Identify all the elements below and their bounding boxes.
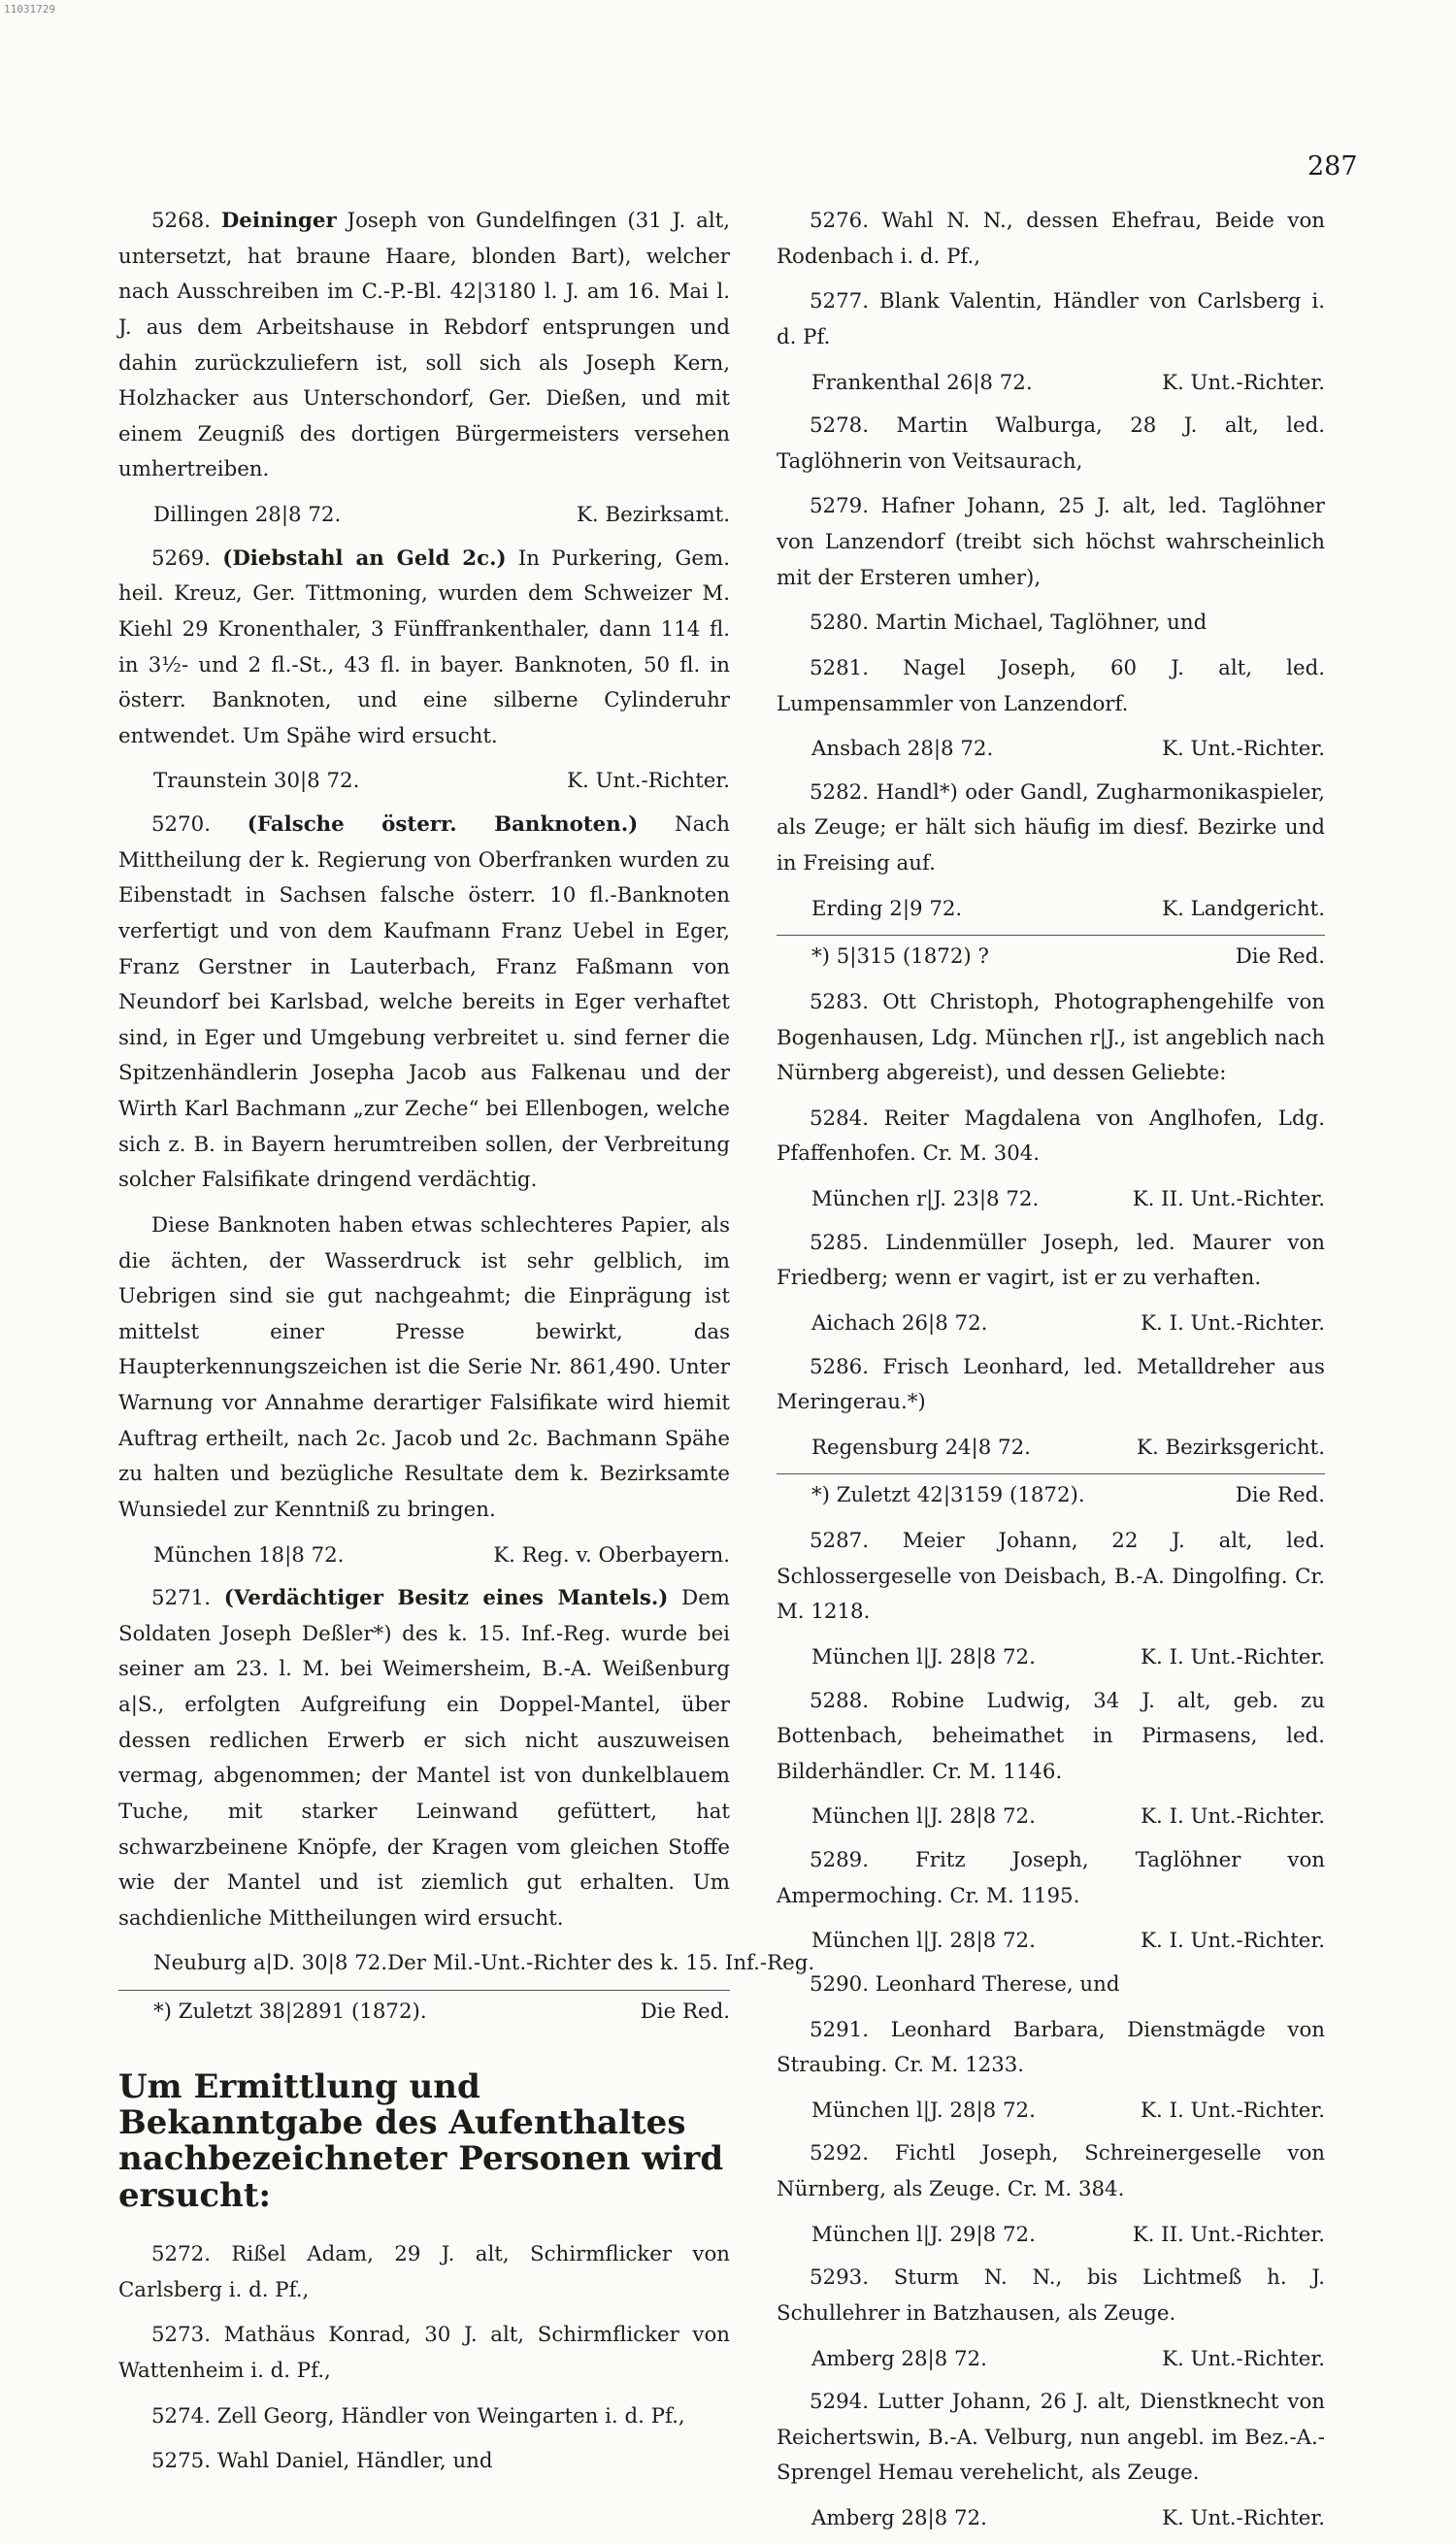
entry-5274 bbox=[118, 2399, 730, 2435]
place-date: Neuburg a|D. 30|8 72. bbox=[153, 1951, 388, 1976]
entry-text: Nach Mittheilung der k. Regierung von Oberfranken wurden zu Eibenstadt in Sachsen falsche österr. 10 fl.-Banknoten verfertigt und von dem Kaufmann Franz Uebel in Eger, Franz Gerstner in Lauterbach, Franz Faßmann von Neundorf bei Karlsbad, welche bereits in Eger verhaftet sind, in Eger und Umgebung verbreitet u. sind ferner die Spitzenhändlerin Josepha Jacob aus Falkenau und der Wirth Karl Bachmann „zur Zeche“ bei Ellenbogen, welche sich z. B. in Bayern herumtreiben sollen, der Verbreitung solcher Falsifikate dringend verdächtig. bbox=[118, 812, 730, 1193]
entry-number: 5292. bbox=[810, 2141, 869, 2166]
entry-text: Handl*) oder Gandl, Zugharmonikaspieler, als Zeuge; er hält sich häufig im diesf. Bezirke und in Freising auf. bbox=[777, 779, 1325, 876]
source-line bbox=[118, 498, 730, 534]
entry-text: Lutter Johann, 26 J. alt, Dienstknecht von Reichertswin, B.-A. Velburg, nun angebl. im Bez.-A.-Sprengel Hemau verehelicht, als Zeuge. bbox=[777, 2390, 1325, 2486]
entry-number: 5289. bbox=[810, 1848, 869, 1872]
entry-5285 bbox=[777, 1226, 1325, 1297]
entry-text: Zell Georg, Händler von Weingarten i. d. Pf., bbox=[216, 2403, 685, 2429]
entry-name: Deininger bbox=[220, 209, 337, 233]
entry-5294 bbox=[777, 2385, 1325, 2492]
entry-5273 bbox=[118, 2318, 730, 2389]
authority: K. Bezirksamt. bbox=[577, 503, 730, 527]
footnote-authority: Die Red. bbox=[1235, 944, 1325, 970]
entry-text: Rißel Adam, 29 J. alt, Schirmflicker von Carlsberg i. d. Pf., bbox=[118, 2242, 730, 2302]
place-date: München r|J. 23|8 72. bbox=[811, 1187, 1040, 1211]
source-line bbox=[777, 2342, 1325, 2378]
authority: K. II. Unt.-Richter. bbox=[1132, 1187, 1325, 1211]
entry-5269 bbox=[118, 542, 730, 755]
entry-number: 5274. bbox=[151, 2403, 211, 2429]
place-date: Amberg 28|8 72. bbox=[811, 2506, 987, 2530]
footnote bbox=[118, 1995, 730, 2031]
entry-text: Sturm N. N., bis Lichtmeß h. J. Schullehrer in Batzhausen, als Zeuge. bbox=[777, 2265, 1325, 2326]
place-date: Traunstein 30|8 72. bbox=[153, 769, 360, 794]
footnote bbox=[777, 1478, 1325, 1514]
authority: K. I. Unt.-Richter. bbox=[1141, 1929, 1325, 1954]
entry-text: Joseph von Gundelfingen (31 J. alt, untersetzt, hat braune Haare, blonden Bart), welcher nach Ausschreiben im C.-P.-Bl. 42|3180 l. J. am 16. Mai l. J. aus dem Arbeitshause in Rebdorf entsprungen und dahin zurückzuliefern ist, soll sich als Joseph Kern, Holzhacker aus Unterschondorf, Ger. Dießen, und mit einem Zeugniß des dortigen Bürgermeisters versehen umhertreiben. bbox=[118, 209, 730, 482]
entry-number: 5278. bbox=[810, 413, 869, 439]
authority: K. Unt.-Richter. bbox=[1162, 2506, 1325, 2530]
entry-number: 5269. bbox=[151, 545, 211, 571]
place-date: München l|J. 28|8 72. bbox=[811, 1929, 1036, 1954]
entry-text: Fichtl Joseph, Schreinergeselle von Nürnberg, als Zeuge. Cr. M. 384. bbox=[777, 2141, 1325, 2201]
entry-text: In Purkering, Gem. heil. Kreuz, Ger. Tittmoning, wurden dem Schweizer M. Kiehl 29 Kronenthaler, 3 Fünffrankenthaler, dann 114 fl. in 3½- und 2 fl.-St., 43 fl. in bayer. Banknoten, 50 fl. in österr. Banknoten, und eine silberne Cylinderuhr entwendet. Um Spähe wird ersucht. bbox=[118, 545, 730, 748]
entry-number: 5272. bbox=[151, 2242, 211, 2267]
entry-5281 bbox=[777, 651, 1325, 722]
entry-text: Wahl N. N., dessen Ehefrau, Beide von Rodenbach i. d. Pf., bbox=[777, 209, 1325, 269]
authority: K. Landgericht. bbox=[1162, 896, 1325, 921]
footnote-rule bbox=[118, 1990, 730, 1991]
entry-number: 5293. bbox=[810, 2265, 869, 2291]
authority: K. I. Unt.-Richter. bbox=[1141, 1310, 1325, 1336]
footnote-text: *) Zuletzt 42|3159 (1872). bbox=[811, 1483, 1085, 1508]
entry-5278 bbox=[777, 409, 1325, 479]
entry-5271 bbox=[118, 1581, 730, 1936]
place-date: Aichach 26|8 72. bbox=[811, 1310, 988, 1336]
entry-number: 5284. bbox=[810, 1106, 869, 1131]
entry-number: 5286. bbox=[810, 1354, 869, 1379]
authority: K. Unt.-Richter. bbox=[1162, 370, 1325, 395]
entry-text: Lindenmüller Joseph, led. Maurer von Friedberg; wenn er vagirt, ist er zu verhaften. bbox=[777, 1230, 1325, 1291]
entry-text: Mathäus Konrad, 30 J. alt, Schirmflicker von Wattenheim i. d. Pf., bbox=[118, 2323, 730, 2384]
entry-5270 bbox=[118, 808, 730, 1199]
entry-text: Martin Walburga, 28 J. alt, led. Taglöhnerin von Veitsaurach, bbox=[777, 413, 1325, 474]
source-line bbox=[118, 1538, 730, 1574]
entry-text: Ott Christoph, Photographengehilfe von Bogenhausen, Ldg. München r|J., ist angeblich nach Nürnberg abgereist), und dessen Geliebte: bbox=[777, 989, 1325, 1086]
source-line bbox=[777, 366, 1325, 402]
source-line bbox=[777, 1431, 1325, 1467]
page-number: 287 bbox=[1307, 151, 1358, 182]
source-line bbox=[777, 2218, 1325, 2254]
source-line bbox=[777, 1182, 1325, 1218]
entry-number: 5273. bbox=[151, 2323, 211, 2348]
entry-text: Leonhard Barbara, Dienstmägde von Straubing. Cr. M. 1233. bbox=[777, 2017, 1325, 2078]
entry-text: Hafner Johann, 25 J. alt, led. Taglöhner von Lanzendorf (treibt sich höchst wahrscheinlich mit der Ersteren umher), bbox=[777, 494, 1325, 590]
entry-text: Blank Valentin, Händler von Carlsberg i. d. Pf. bbox=[777, 289, 1325, 349]
place-date: München l|J. 28|8 72. bbox=[811, 2098, 1036, 2123]
source-line bbox=[777, 2501, 1325, 2537]
footnote-authority: Die Red. bbox=[640, 2000, 730, 2024]
authority: Der Mil.-Unt.-Richter des k. 15. Inf.-Reg. bbox=[387, 1951, 815, 1976]
entry-text: Dem Soldaten Joseph Deßler*) des k. 15. Inf.-Reg. wurde bei seiner am 23. l. M. bei Weimersheim, B.-A. Weißenburg a|S., erfolgten Aufgreifung ein Doppel-Mantel, über dessen redlichen Erwerb er sich nicht auszuweisen vermag, abgenommen; der Mantel ist von dunkelblauem Tuche, mit starker Leinwand gefüttert, hat schwarzbeinene Knöpfe, der Kragen vom gleichen Stoffe wie der Mantel und ist ziemlich gut erhalten. Um sachdienliche Mittheilungen wird ersucht. bbox=[118, 1586, 730, 1931]
authority: K. Unt.-Richter. bbox=[567, 769, 730, 794]
entry-5283 bbox=[777, 985, 1325, 1092]
source-line bbox=[777, 892, 1325, 928]
footnote-authority: Die Red. bbox=[1235, 1483, 1325, 1508]
source-line bbox=[777, 1800, 1325, 1835]
authority: K. I. Unt.-Richter. bbox=[1141, 1644, 1325, 1669]
place-date: Regensburg 24|8 72. bbox=[811, 1435, 1031, 1460]
right-column bbox=[777, 204, 1325, 2545]
source-line bbox=[777, 1924, 1325, 1960]
place-date: Erding 2|9 72. bbox=[811, 896, 963, 921]
entry-5289 bbox=[777, 1843, 1325, 1914]
place-date: Amberg 28|8 72. bbox=[811, 2346, 987, 2371]
entry-number: 5287. bbox=[810, 1529, 869, 1553]
entry-5282 bbox=[777, 776, 1325, 882]
authority: K. I. Unt.-Richter. bbox=[1141, 1804, 1325, 1830]
place-date: Ansbach 28|8 72. bbox=[811, 737, 994, 762]
place-date: München l|J. 28|8 72. bbox=[811, 1644, 1036, 1669]
footnote-rule bbox=[777, 1473, 1325, 1474]
footnote bbox=[777, 940, 1325, 975]
scan-id: 11031729 bbox=[4, 3, 55, 16]
entry-text: Meier Johann, 22 J. alt, led. Schlossergeselle von Deisbach, B.-A. Dingolfing. Cr. M. 1218. bbox=[777, 1529, 1325, 1625]
entry-number: 5285. bbox=[810, 1230, 869, 1255]
source-line bbox=[777, 2094, 1325, 2130]
entry-text: Frisch Leonhard, led. Metalldreher aus Meringerau.*) bbox=[777, 1354, 1325, 1415]
authority: K. Bezirksgericht. bbox=[1137, 1435, 1325, 1460]
entry-5276 bbox=[777, 204, 1325, 275]
source-line bbox=[777, 1306, 1325, 1342]
entry-number: 5280. bbox=[810, 611, 869, 636]
entry-5291 bbox=[777, 2013, 1325, 2084]
footnote-text: *) Zuletzt 38|2891 (1872). bbox=[153, 2000, 427, 2024]
entry-text: Fritz Joseph, Taglöhner von Ampermoching. Cr. M. 1195. bbox=[777, 1848, 1325, 1908]
entry-title: (Verdächtiger Besitz eines Mantels.) bbox=[223, 1586, 669, 1611]
entry-number: 5275. bbox=[151, 2449, 211, 2474]
entry-text: Leonhard Therese, und bbox=[875, 1971, 1120, 1997]
authority: K. I. Unt.-Richter. bbox=[1141, 2098, 1325, 2123]
entry-number: 5279. bbox=[810, 494, 869, 519]
entry-number: 5294. bbox=[810, 2390, 869, 2415]
source-line bbox=[118, 1946, 815, 1982]
entry-5287 bbox=[777, 1524, 1325, 1631]
entry-5272 bbox=[118, 2237, 730, 2308]
entry-number: 5268. bbox=[151, 209, 211, 233]
place-date: Frankenthal 26|8 72. bbox=[811, 370, 1033, 395]
entry-5290 bbox=[777, 1967, 1325, 2003]
entry-5292 bbox=[777, 2136, 1325, 2207]
source-line bbox=[777, 732, 1325, 768]
authority: K. Unt.-Richter. bbox=[1162, 737, 1325, 762]
entry-number: 5281. bbox=[810, 655, 869, 680]
entry-5270-cont: Diese Banknoten haben etwas schlechteres Papier, als die ächten, der Wasserdruck ist sehr gelblich, im Uebrigen sind sie gut nachgeahmt; die Einprägung ist mittelst einer Presse bewirkt, das Haupterkennungszeichen ist die Serie Nr. 861,490. Unter Warnung vor Annahme derartiger Falsifikate wird hiemit Auftrag ertheilt, nach 2c. Jacob und 2c. Bachmann Spähe zu halten und bezügliche Resultate dem k. Bezirksamte Wunsiedel zur Kenntniß zu bringen. bbox=[118, 1212, 730, 1522]
entry-text: Robine Ludwig, 34 J. alt, geb. zu Bottenbach, beheimathet in Pirmasens, led. Bilderhändler. Cr. M. 1146. bbox=[777, 1688, 1325, 1784]
entry-5288 bbox=[777, 1684, 1325, 1791]
entry-number: 5283. bbox=[810, 989, 869, 1014]
entry-title: (Diebstahl an Geld 2c.) bbox=[222, 545, 507, 571]
left-column bbox=[118, 204, 815, 2490]
entry-number: 5270. bbox=[151, 812, 211, 837]
place-date: München 18|8 72. bbox=[153, 1542, 345, 1568]
place-date: München l|J. 28|8 72. bbox=[811, 1804, 1036, 1830]
footnote-rule bbox=[777, 935, 1325, 936]
source-line bbox=[777, 1640, 1325, 1676]
entry-5293 bbox=[777, 2261, 1325, 2331]
entry-number: 5277. bbox=[810, 289, 869, 314]
entry-5279 bbox=[777, 489, 1325, 596]
entry-5286 bbox=[777, 1350, 1325, 1421]
entry-5280 bbox=[777, 606, 1325, 642]
section-heading: Um Ermittlung und Bekanntgabe des Aufenthaltes nachbezeichneter Personen wird ersucht: bbox=[118, 2066, 724, 2215]
entry-text: Nagel Joseph, 60 J. alt, led. Lumpensammler von Lanzendorf. bbox=[777, 655, 1325, 716]
entry-text: Wahl Daniel, Händler, und bbox=[216, 2449, 493, 2474]
entry-number: 5291. bbox=[810, 2017, 869, 2042]
entry-number: 5282. bbox=[810, 779, 869, 805]
entry-number: 5276. bbox=[810, 209, 869, 233]
place-date: Dillingen 28|8 72. bbox=[153, 503, 342, 527]
entry-5275 bbox=[118, 2444, 730, 2480]
entry-5268 bbox=[118, 204, 730, 488]
entry-text: Reiter Magdalena von Anglhofen, Ldg. Pfaffenhofen. Cr. M. 304. bbox=[777, 1106, 1325, 1167]
entry-5284 bbox=[777, 1102, 1325, 1173]
authority: K. Reg. v. Oberbayern. bbox=[493, 1542, 730, 1568]
entry-title: (Falsche österr. Banknoten.) bbox=[247, 812, 639, 837]
entry-5277 bbox=[777, 284, 1325, 355]
entry-text: Martin Michael, Taglöhner, und bbox=[875, 611, 1208, 636]
entry-number: 5271. bbox=[151, 1586, 211, 1611]
entry-number: 5290. bbox=[810, 1971, 869, 1997]
source-line bbox=[118, 764, 730, 800]
place-date: München l|J. 29|8 72. bbox=[811, 2222, 1036, 2247]
authority: K. Unt.-Richter. bbox=[1162, 2346, 1325, 2371]
footnote-text: *) 5|315 (1872) ? bbox=[811, 944, 989, 970]
entry-number: 5288. bbox=[810, 1688, 869, 1713]
authority: K. II. Unt.-Richter. bbox=[1132, 2222, 1325, 2247]
